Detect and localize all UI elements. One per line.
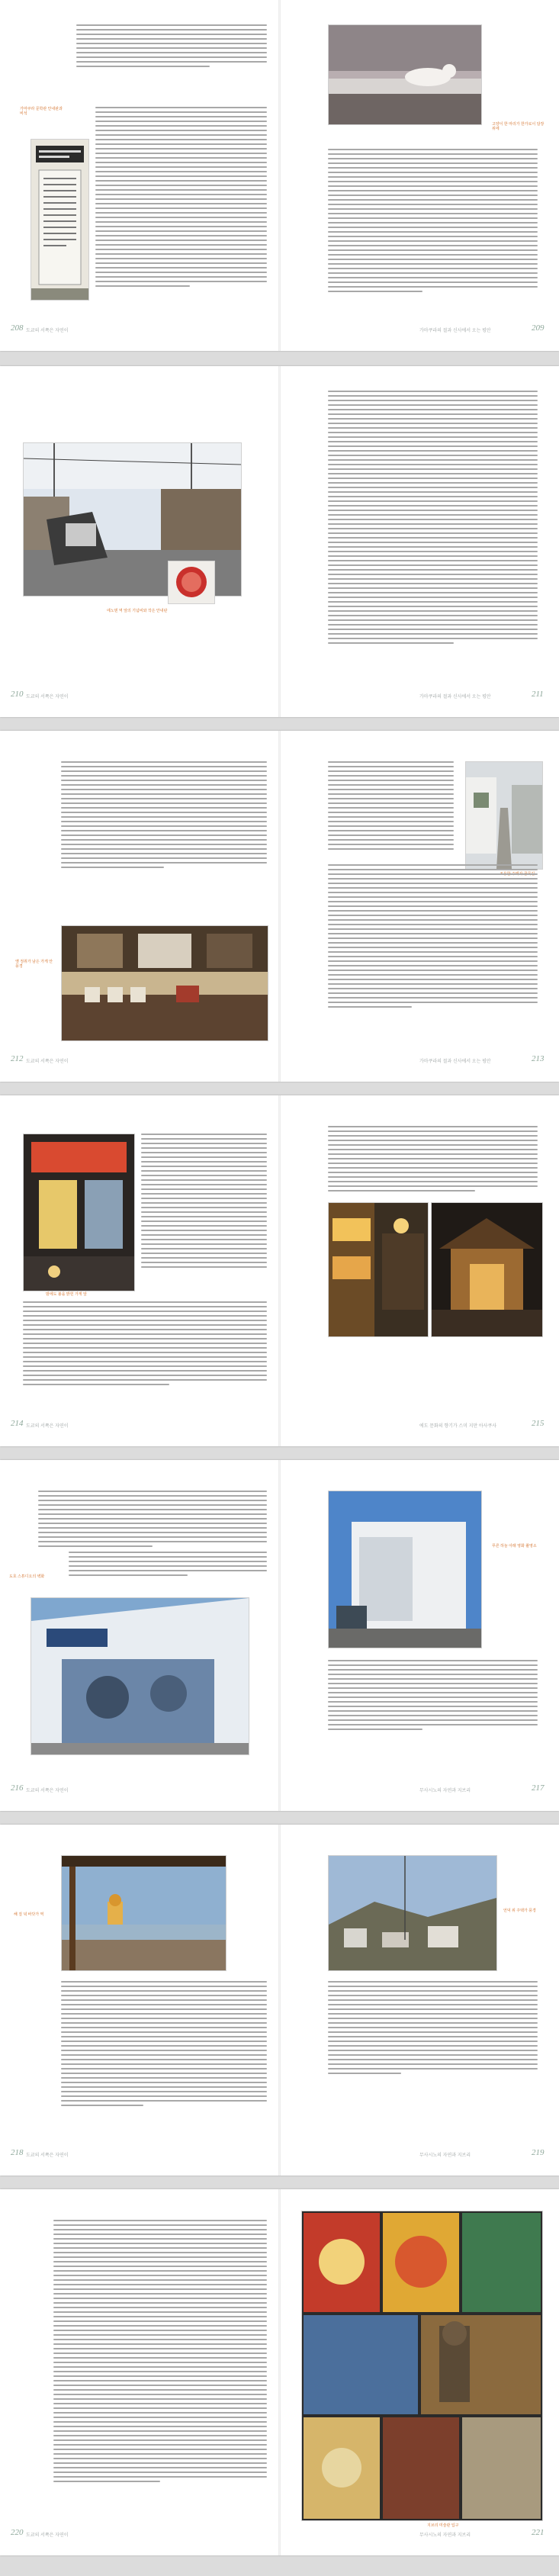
body-text xyxy=(328,1660,538,1733)
left-running-header: 도쿄의 서쪽은 자연이 xyxy=(26,2153,69,2158)
night-shop-illustration xyxy=(24,1134,134,1291)
photo-seaside-station xyxy=(61,1855,226,1971)
photo-caption: 밤에도 불을 밝힌 가게 앞 xyxy=(46,1292,87,1297)
body-text xyxy=(328,1981,538,2077)
left-running-header: 도쿄의 서쪽은 자연이 xyxy=(26,1424,69,1429)
photo-literature-sign xyxy=(31,139,89,301)
left-running-header: 도쿄의 서쪽은 자연이 xyxy=(26,1060,69,1064)
body-text xyxy=(141,1134,267,1271)
gutter xyxy=(278,0,281,351)
left-running-header: 도쿄의 서쪽은 자연이 xyxy=(26,329,69,333)
spread-4 xyxy=(0,1095,559,1446)
plaque-illustration xyxy=(169,561,214,603)
cat-photo-illustration xyxy=(329,25,481,124)
right-page-number: 221 xyxy=(532,2528,545,2537)
body-text xyxy=(23,1301,267,1388)
hillside-town-illustration xyxy=(329,1856,496,1970)
body-text xyxy=(328,864,538,1011)
right-running-header: 무사시노의 자연과 지브리 xyxy=(419,1789,471,1793)
right-running-header: 무사시노의 자연과 지브리 xyxy=(419,2533,471,2538)
right-page-number: 219 xyxy=(532,2148,545,2157)
body-text xyxy=(61,761,267,871)
photo-caption: 지브리 미술관 입구 xyxy=(427,2523,459,2528)
gutter xyxy=(278,1095,281,1446)
right-running-header: 무사시노의 자연과 지브리 xyxy=(419,2153,471,2158)
alley-photo-illustration xyxy=(466,762,542,869)
gutter xyxy=(278,1460,281,1811)
left-page-number: 220 xyxy=(11,2528,24,2537)
right-running-header: 가마쿠라의 절과 신사에서 오는 평안 xyxy=(419,1060,491,1064)
photo-caption: 가마쿠라 문학관 안내판과 비석 xyxy=(20,107,63,116)
photo-film-studio-building xyxy=(328,1491,482,1648)
photo-ghibli-collage xyxy=(301,2211,543,2521)
seaside-station-illustration xyxy=(62,1856,226,1970)
gutter xyxy=(278,2189,281,2555)
body-text xyxy=(76,24,267,70)
spread-6 xyxy=(0,1825,559,2176)
studio-building-illustration xyxy=(329,1491,481,1648)
gutter xyxy=(278,1825,281,2176)
photo-caption: 에노덴 역 앞의 기념비와 작은 안내판 xyxy=(107,609,168,613)
mural-illustration xyxy=(31,1598,249,1754)
body-text xyxy=(38,1491,267,1550)
right-page-number: 217 xyxy=(532,1783,545,1793)
photo-caption: 언덕 위 주택가 풍경 xyxy=(503,1909,536,1913)
photo-caption: 도호 스튜디오의 벽화 xyxy=(9,1574,45,1579)
body-text xyxy=(95,107,267,290)
spread-7 xyxy=(0,2189,559,2555)
left-page-number: 208 xyxy=(11,323,24,333)
left-page-number: 214 xyxy=(11,1419,24,1428)
right-running-header: 에도 문화의 향기가 스미 지만 아사쿠사 xyxy=(419,1424,497,1429)
lantern-street-illustration xyxy=(329,1203,428,1336)
spread-1 xyxy=(0,0,559,351)
spread-5 xyxy=(0,1460,559,1811)
photo-studio-mural xyxy=(31,1597,249,1755)
left-running-header: 도쿄의 서쪽은 자연이 xyxy=(26,2533,69,2538)
left-running-header: 도쿄의 서쪽은 자연이 xyxy=(26,1789,69,1793)
sign-board-illustration xyxy=(31,140,88,300)
right-page-number: 213 xyxy=(532,1054,545,1063)
gutter xyxy=(278,731,281,1082)
shop-photo-illustration xyxy=(62,926,268,1040)
photo-lantern-street xyxy=(328,1202,429,1337)
photo-temple-night xyxy=(431,1202,543,1337)
right-page-number: 209 xyxy=(532,323,545,333)
photo-hillside-town xyxy=(328,1855,497,1971)
photo-caption: 푸른 하늘 아래 영화 촬영소 xyxy=(492,1544,537,1548)
photo-quiet-alley xyxy=(465,761,543,870)
gutter xyxy=(278,366,281,717)
photo-night-shopfront xyxy=(23,1134,135,1291)
temple-night-illustration xyxy=(432,1203,542,1336)
ghibli-collage-illustration xyxy=(302,2211,542,2520)
left-page-number: 218 xyxy=(11,2148,24,2157)
photo-red-plaque xyxy=(168,561,215,604)
body-text xyxy=(328,149,538,295)
body-text xyxy=(328,761,454,853)
photo-caption: 해 질 녘 바닷가 역 xyxy=(14,1912,44,1917)
right-running-header: 가마쿠라의 절과 신사에서 오는 평안 xyxy=(419,329,491,333)
body-text xyxy=(61,1981,267,2109)
left-running-header: 도쿄의 서쪽은 자연이 xyxy=(26,695,69,699)
photo-cat-on-wall xyxy=(328,24,482,125)
body-text xyxy=(69,1552,267,1579)
right-running-header: 가마쿠라의 절과 신사에서 오는 평안 xyxy=(419,695,491,699)
right-page-number: 215 xyxy=(532,1419,545,1428)
body-text xyxy=(53,2220,267,2485)
photo-caption: 옛 정취가 남은 가게 안 풍경 xyxy=(15,960,53,969)
left-page-number: 210 xyxy=(11,690,24,699)
left-page-number: 216 xyxy=(11,1783,24,1793)
body-text xyxy=(328,391,538,647)
photo-shop-interior xyxy=(61,925,268,1041)
spread-3 xyxy=(0,731,559,1082)
body-text xyxy=(328,1126,538,1195)
photo-caption: 고양이 한 마리가 한가로이 담장 위에 xyxy=(492,122,545,131)
left-page-number: 212 xyxy=(11,1054,24,1063)
right-page-number: 211 xyxy=(532,690,544,699)
spread-2 xyxy=(0,366,559,717)
